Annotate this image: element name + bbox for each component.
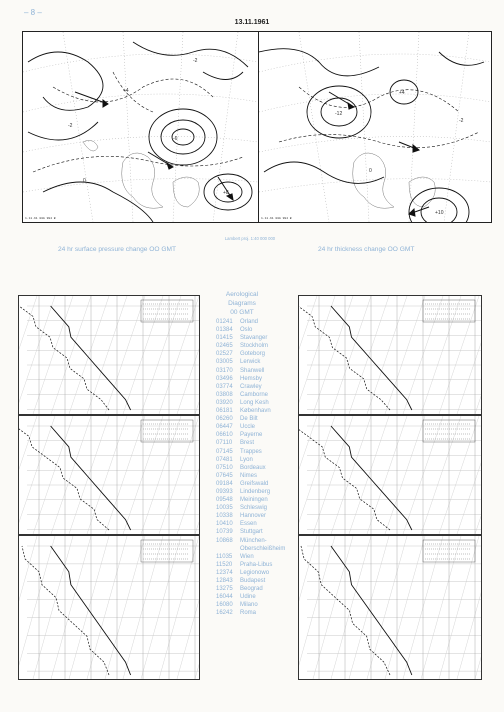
station-name: Lindenberg: [240, 488, 271, 495]
station-code: 10868: [216, 537, 233, 544]
svg-text:-2: -2: [193, 58, 198, 64]
station-name: Bordeaux: [240, 464, 266, 471]
station-code: 10035: [216, 505, 233, 512]
svg-text:+10: +10: [435, 210, 444, 216]
aerological-title-line: 00 GMT: [230, 309, 254, 316]
station-name: Legionowo: [240, 569, 270, 576]
aerological-diagram: [18, 535, 200, 680]
station-name: Udine: [240, 594, 256, 601]
station-entry: [216, 367, 306, 375]
station-entry: [216, 480, 306, 488]
station-code: 16044: [216, 594, 233, 601]
station-entry: [216, 569, 306, 577]
page-number: – 8 –: [24, 8, 42, 17]
aerological-title-line: Aerological: [225, 291, 259, 298]
station-entry: [216, 375, 306, 383]
station-name: De Bilt: [240, 416, 258, 423]
aerological-diagram: [18, 415, 200, 535]
station-code: 03005: [216, 359, 233, 366]
station-code: 13275: [216, 586, 233, 593]
station-entry: [216, 520, 306, 528]
station-name: Long Kesh: [240, 399, 269, 406]
station-code: 03774: [216, 383, 233, 390]
station-entry: [216, 399, 306, 407]
station-code: 09548: [216, 497, 233, 504]
station-entry: [216, 512, 306, 520]
aerological-title: [212, 290, 272, 317]
station-code: 12374: [216, 569, 233, 576]
station-name: Roma: [240, 610, 257, 617]
station-entry: [216, 383, 306, 391]
station-entry: [216, 358, 306, 366]
station-name: Essen: [240, 521, 257, 528]
station-entry: [216, 504, 306, 512]
page-date: 13.11.1961: [234, 19, 270, 26]
station-entry: [216, 431, 306, 439]
station-name: Shanwell: [240, 367, 265, 374]
station-entry: [216, 448, 306, 456]
station-code: 07481: [216, 456, 233, 463]
station-name: Lyon: [240, 456, 253, 463]
station-entry: [216, 350, 306, 358]
station-code: 12843: [216, 578, 233, 584]
svg-text:+4: +4: [123, 88, 129, 94]
svg-text:-6: -6: [173, 136, 178, 142]
svg-text:0: 0: [83, 178, 86, 184]
station-code: 07510: [216, 464, 233, 471]
caption-projection: Lambert proj. 1:40 000 000: [224, 236, 276, 241]
station-name: Stuttgart: [240, 529, 263, 536]
station-code: 06610: [216, 432, 233, 439]
station-name: Oslo: [240, 327, 253, 334]
station-name: Nimes: [240, 472, 258, 479]
station-entry: [216, 472, 306, 480]
station-name: Payerne: [240, 432, 263, 439]
station-code: 07645: [216, 472, 233, 479]
map-right-code: 1.11.61 00G 994 B: [261, 217, 292, 220]
station-entry: [216, 577, 306, 585]
svg-text:0: 0: [369, 168, 372, 174]
station-name: Hemsby: [240, 375, 263, 382]
station-entry: [216, 326, 306, 334]
station-code: 01384: [216, 327, 233, 334]
station-code: 01241: [216, 319, 233, 325]
station-name: Goteborg: [240, 351, 266, 358]
station-entry: [216, 334, 306, 342]
caption-surface-pressure: 24 hr surface pressure change OO GMT: [58, 246, 177, 253]
station-code: 10338: [216, 513, 233, 520]
station-code: 06260: [216, 416, 233, 423]
map-left-code: 1.11.61 00G 994 B: [25, 217, 56, 220]
station-code: 06181: [216, 408, 233, 415]
station-code: 02527: [216, 351, 233, 358]
station-entry: [216, 318, 306, 326]
aerological-diagram: [298, 535, 482, 680]
station-name: Stavanger: [240, 335, 268, 342]
station-entry: [216, 496, 306, 504]
station-code: 11035: [216, 553, 233, 560]
station-code: 03808: [216, 391, 233, 398]
station-code: 16080: [216, 602, 233, 609]
station-name: Uccle: [240, 424, 256, 431]
station-code: 09393: [216, 488, 233, 495]
station-name: Lerwick: [240, 359, 261, 366]
station-entry: [216, 561, 306, 569]
station-code: 02465: [216, 343, 233, 350]
station-code: 03920: [216, 399, 233, 406]
station-code: 07145: [216, 448, 233, 455]
svg-text:+8: +8: [223, 190, 229, 196]
svg-text:-2: -2: [68, 123, 73, 129]
station-entry: [216, 488, 306, 496]
station-entry: [216, 456, 306, 464]
station-entry: [216, 585, 306, 593]
station-entry: [216, 593, 306, 601]
station-entry: [216, 601, 306, 609]
station-entry: [216, 553, 306, 561]
aerological-diagram: [298, 295, 482, 415]
thickness-change-map: [258, 31, 492, 223]
station-entry: [216, 609, 306, 617]
station-name: Praha-Libus: [240, 561, 273, 568]
station-name: Budapest: [240, 578, 266, 584]
station-name: Schleswig: [240, 505, 268, 512]
station-name: Milano: [240, 602, 258, 609]
station-code: 16242: [216, 610, 233, 617]
station-name: München- Oberschleißheim: [240, 537, 286, 552]
station-name: Greifswald: [240, 480, 269, 487]
station-name: Camborne: [240, 391, 269, 398]
surface-pressure-change-map: [22, 31, 259, 223]
station-name: Crawley: [240, 383, 262, 390]
station-entry: [216, 415, 306, 423]
station-code: 11520: [216, 561, 233, 568]
svg-text:+4: +4: [399, 90, 405, 96]
station-entry: [216, 528, 306, 536]
svg-text:-2: -2: [459, 118, 464, 124]
station-entry: [216, 407, 306, 415]
aerological-diagram: [298, 415, 482, 535]
pressure-map-drawing: [23, 32, 258, 222]
station-code: 03496: [216, 375, 233, 382]
station-entry: [216, 423, 306, 431]
station-entry: [216, 537, 306, 553]
station-code: 10739: [216, 529, 233, 536]
station-list: [216, 318, 306, 617]
caption-thickness: 24 hr thickness change OO GMT: [318, 246, 415, 253]
station-name: Beograd: [240, 586, 263, 593]
station-entry: [216, 464, 306, 472]
thickness-map-drawing: [259, 32, 491, 222]
station-code: 10410: [216, 521, 233, 528]
station-code: 03170: [216, 367, 233, 374]
station-code: 09184: [216, 480, 233, 487]
station-entry: [216, 391, 306, 399]
station-name: Wien: [240, 553, 254, 560]
station-name: København: [240, 408, 271, 415]
aerological-diagram: [18, 295, 200, 415]
station-name: Trappes: [240, 448, 262, 455]
station-code: 01415: [216, 335, 233, 342]
station-name: Stockholm: [240, 343, 269, 350]
station-name: Brest: [240, 440, 255, 447]
station-code: 06447: [216, 424, 233, 431]
aerological-title-line: Diagrams: [228, 300, 256, 307]
station-name: Meiningen: [240, 497, 268, 504]
svg-text:-12: -12: [335, 111, 343, 117]
station-code: 07110: [216, 440, 233, 447]
station-entry: [216, 439, 306, 447]
station-entry: [216, 342, 306, 350]
station-name: Orland: [240, 319, 259, 325]
station-name: Hannover: [240, 513, 267, 520]
